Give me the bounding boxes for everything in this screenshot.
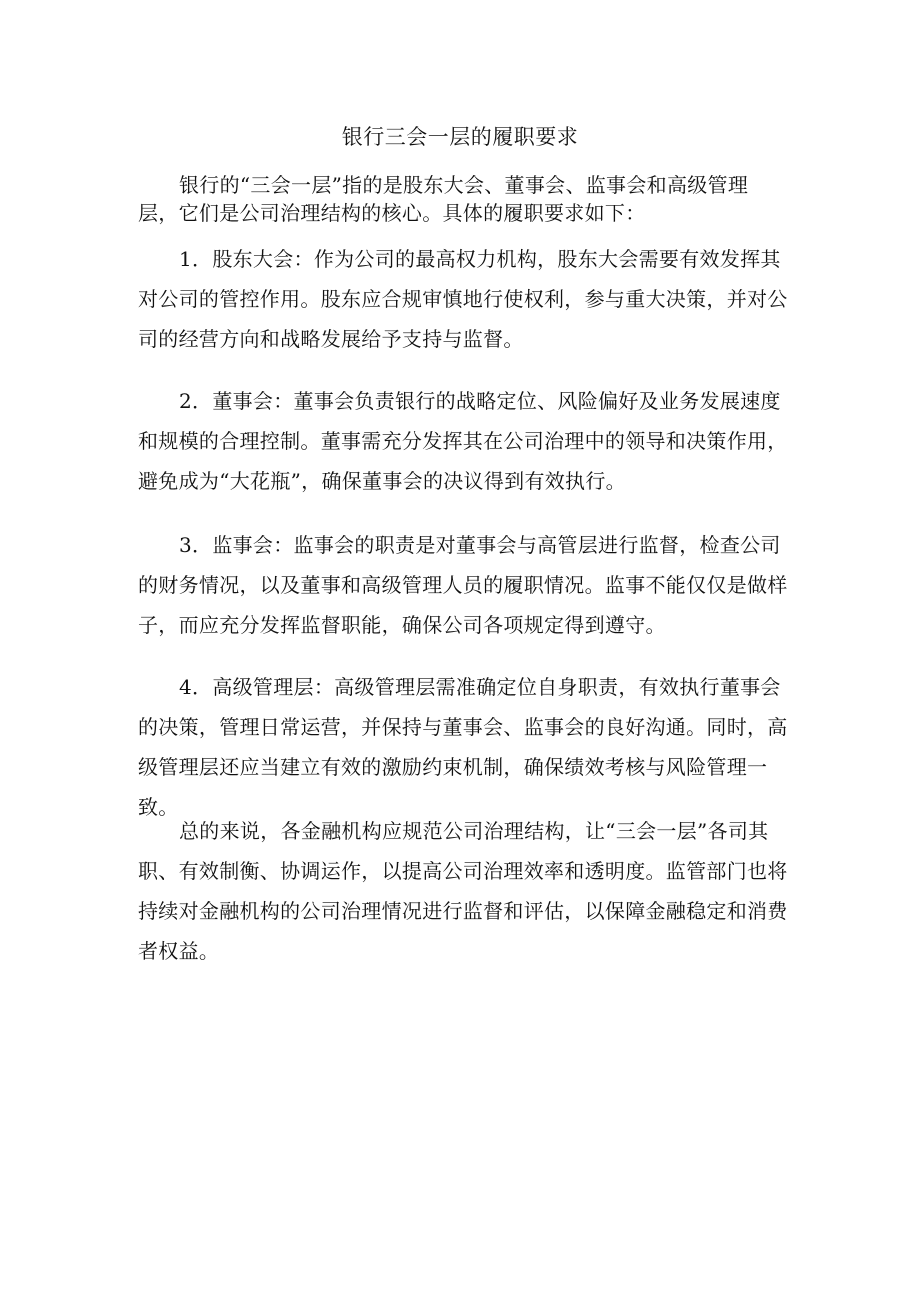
intro-paragraph: 银行的“三会一层”指的是股东大会、董事会、监事会和高级管理层，它们是公司治理结构的核心。具体的履职要求如下： bbox=[138, 173, 749, 225]
paragraph-senior-management: 4．高级管理层：高级管理层需准确定位自身职责，有效执行董事会的决策，管理日常运营，并保持与董事会、监事会的良好沟通。同时，高级管理层还应当建立有效的激励约束机制，确保绩效考核与风险管理一致。 bbox=[138, 675, 788, 819]
paragraph-board-of-directors: 2．董事会：董事会负责银行的战略定位、风险偏好及业务发展速度和规模的合理控制。董事需充分发挥其在公司治理中的领导和决策作用，避免成为“大花瓶”，确保董事会的决议得到有效执行。 bbox=[138, 389, 788, 493]
paragraph-shareholders-meeting: 1．股东大会：作为公司的最高权力机构，股东大会需要有效发挥其对公司的管控作用。股东应合规审慎地行使权利，参与重大决策，并对公司的经营方向和战略发展给予支持与监督。 bbox=[138, 247, 788, 351]
paragraph-board-of-supervisors: 3．监事会：监事会的职责是对董事会与高管层进行监督，检查公司的财务情况，以及董事和高级管理人员的履职情况。监事不能仅仅是做样子，而应充分发挥监督职能，确保公司各项规定得到遵守。 bbox=[138, 533, 788, 637]
paragraph-conclusion: 总的来说，各金融机构应规范公司治理结构，让“三会一层”各司其职、有效制衡、协调运作，以提高公司治理效率和透明度。监管部门也将持续对金融机构的公司治理情况进行监督和评估，以保障金融稳定和消费者权益。 bbox=[138, 819, 788, 963]
document-title: 银行三会一层的履职要求 bbox=[341, 125, 579, 149]
